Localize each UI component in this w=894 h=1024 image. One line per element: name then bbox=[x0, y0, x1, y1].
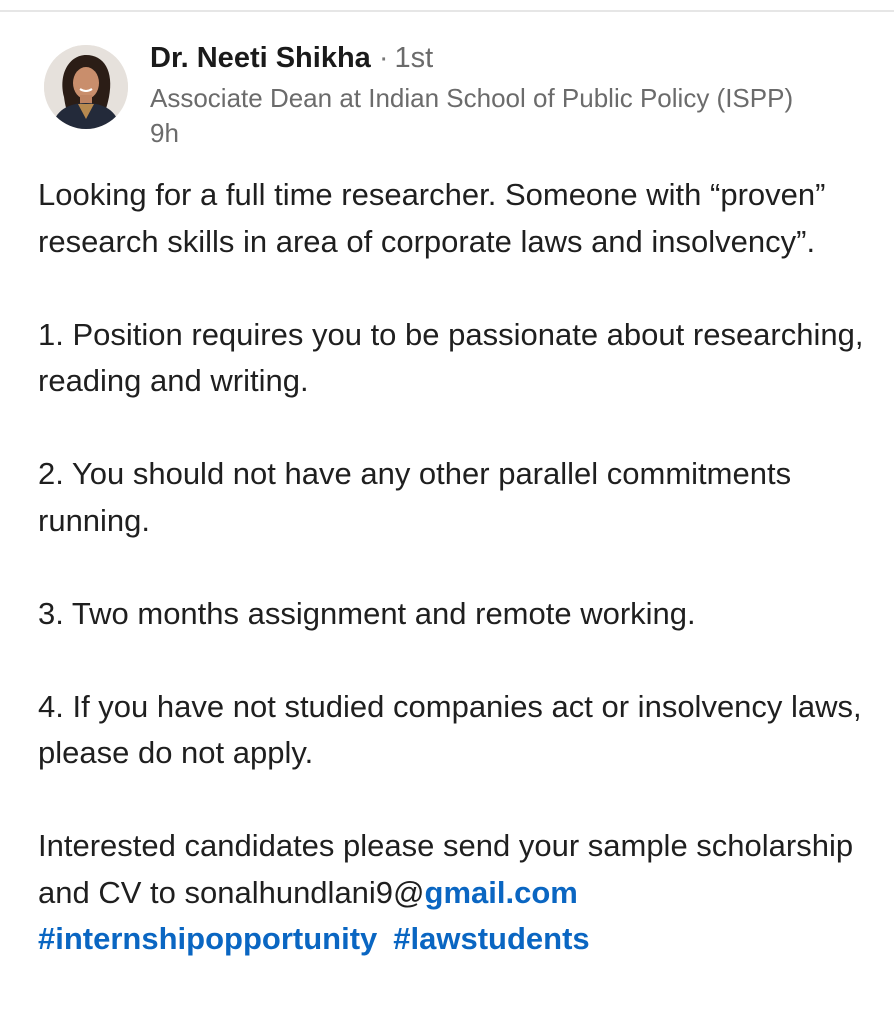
hashtag-lawstudents[interactable]: #lawstudents bbox=[393, 921, 590, 956]
post-point-3: 3. Two months assignment and remote working. bbox=[38, 595, 696, 631]
connection-degree: 1st bbox=[394, 42, 434, 74]
post-closing bbox=[38, 823, 878, 963]
author-info bbox=[150, 40, 880, 149]
author-name[interactable]: Dr. Neeti Shikha bbox=[150, 42, 371, 74]
email-domain-link[interactable]: gmail.com bbox=[424, 874, 578, 910]
hashtag-list bbox=[38, 921, 606, 956]
top-divider bbox=[0, 10, 894, 12]
closing-text: Interested candidates please send your sample scholarship and CV to sonalhundlani9@ bbox=[38, 828, 854, 910]
post-header bbox=[44, 40, 884, 150]
post-point-4: 4. If you have not studied companies act or insolvency laws, please do not apply. bbox=[38, 688, 862, 770]
profile-photo-icon bbox=[44, 45, 128, 129]
hashtag-internshipopportunity[interactable]: #internshipopportunity bbox=[38, 921, 378, 956]
author-headline: Associate Dean at Indian School of Public Policy (ISPP) bbox=[150, 83, 794, 113]
post-point-1: 1. Position requires you to be passionate about researching, reading and writing. bbox=[38, 316, 864, 398]
author-avatar[interactable] bbox=[44, 45, 128, 129]
post-intro: Looking for a full time researcher. Someone with “proven” research skills in area of corporate laws and insolvency”. bbox=[38, 177, 826, 259]
post-timestamp: 9h bbox=[150, 118, 179, 148]
author-line bbox=[150, 40, 880, 76]
post-body bbox=[38, 172, 878, 963]
post-point-2: 2. You should not have any other parallel commitments running. bbox=[38, 456, 792, 538]
degree-separator: · bbox=[378, 42, 389, 74]
